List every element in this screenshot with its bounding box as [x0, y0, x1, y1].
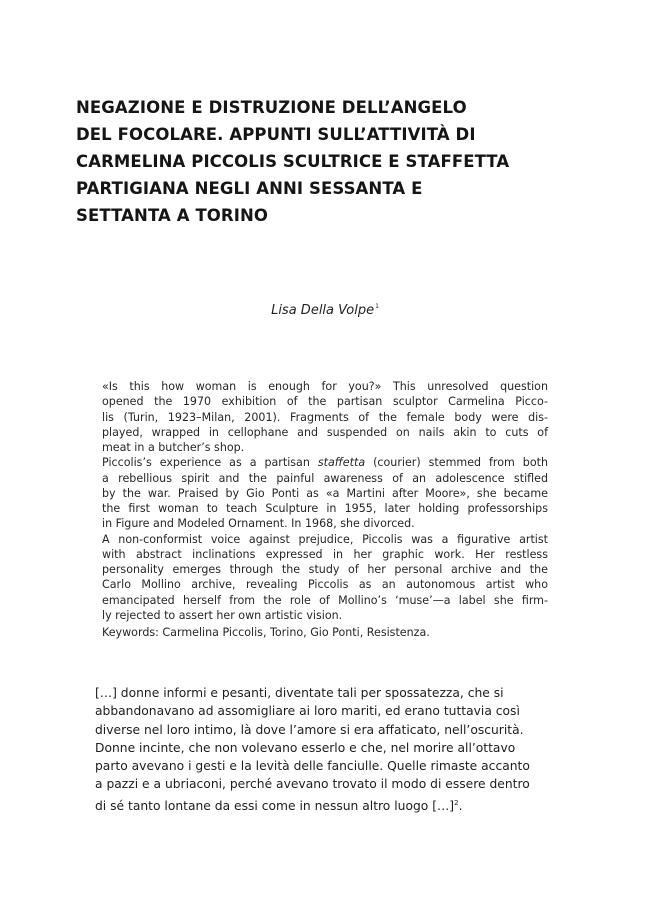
quote-text: di sé tanto lontane da essi come in nessun altro luogo […] — [95, 798, 455, 813]
abstract-line: personality emerges through the study of her personal archive and the — [102, 563, 548, 576]
quote-end-punct: . — [458, 798, 463, 813]
quote-line: parto avevano i gesti e la levità delle fanciulle. Quelle rimaste accanto — [95, 759, 530, 774]
abstract-line: a rebellious spirit and the painful awareness of an adolescence stifled — [102, 471, 548, 485]
article-title — [76, 94, 576, 229]
abstract-line: emancipated herself from the role of Mollino’s ‘muse’—a label she firm- — [102, 593, 548, 607]
author-byline — [0, 303, 650, 318]
abstract-line: in Figure and Modeled Ornament. In 1968, she divorced. — [102, 517, 415, 531]
abstract-line: opened the 1970 exhibition of the partisan sculptor Carmelina Picco- — [102, 395, 548, 409]
abstract-line: with abstract inclinations expressed in her graphic work. Her restless — [102, 547, 548, 561]
author-footnote-mark[interactable]: 1 — [375, 303, 379, 310]
abstract-line: Carlo Mollino archive, revealing Piccolis as an autonomous artist who — [102, 578, 548, 592]
abstract-line: ly rejected to assert her own artistic vision. — [102, 608, 343, 622]
abstract-paragraph-2 — [102, 455, 548, 531]
abstract-line: by the war. Praised by Gio Ponti as «a Martini after Moore», she became — [102, 486, 548, 500]
title-line: PARTIGIANA NEGLI ANNI SESSANTA E — [76, 179, 423, 198]
abstract-line — [102, 455, 548, 470]
keywords: Keywords: Carmelina Piccolis, Torino, Gio Ponti, Resistenza. — [102, 626, 430, 639]
abstract-paragraph-1 — [102, 379, 548, 455]
quote-line: Donne incinte, che non volevano esserlo e che, nel morire all’ottavo — [95, 740, 516, 755]
abstract-paragraph-3 — [102, 532, 548, 624]
abstract-text: Piccolis’s experience as a partisan — [102, 456, 318, 470]
title-line: DEL FOCOLARE. APPUNTI SULL’ATTIVITÀ DI — [76, 125, 476, 144]
quote-line: abbandonavano ad assomigliare ai loro mariti, ed erano tuttavia così — [95, 704, 520, 719]
author-name: Lisa Della Volpe — [271, 303, 375, 318]
quote-footnote-mark[interactable]: 2 — [454, 798, 459, 807]
quote-line: diverse nel loro intimo, là dove l’amore si era affaticato, nell’oscurità. — [95, 722, 524, 737]
abstract-line: played, wrapped in cellophane and suspended on nails akin to cuts of — [102, 425, 548, 439]
quote-line: a pazzi e a ubriaconi, perché avevano trovato il modo di essere dentro — [95, 777, 530, 792]
abstract-text: (courier) stemmed from both — [365, 456, 549, 470]
title-line: SETTANTA A TORINO — [76, 206, 269, 225]
epigraph-quote — [95, 684, 547, 815]
abstract-italic-term: staffetta — [317, 456, 366, 470]
title-line: CARMELINA PICCOLIS SCULTRICE E STAFFETTA — [76, 152, 510, 171]
quote-line — [95, 794, 547, 815]
title-line: NEGAZIONE E DISTRUZIONE DELL’ANGELO — [76, 98, 467, 117]
abstract-line: the first woman to teach Sculpture in 1955, later holding professorships — [102, 502, 548, 515]
abstract-line: «Is this how woman is enough for you?» This unresolved question — [102, 380, 548, 393]
abstract-line: A non-conformist voice against prejudice, Piccolis was a figurative artist — [102, 532, 548, 546]
abstract-line: lis (Turin, 1923–Milan, 2001). Fragments of the female body were dis- — [102, 410, 548, 424]
quote-line: […] donne informi e pesanti, diventate tali per spossatezza, che si — [95, 686, 504, 700]
abstract — [102, 379, 548, 623]
abstract-line: meat in a butcher’s shop. — [102, 441, 245, 454]
